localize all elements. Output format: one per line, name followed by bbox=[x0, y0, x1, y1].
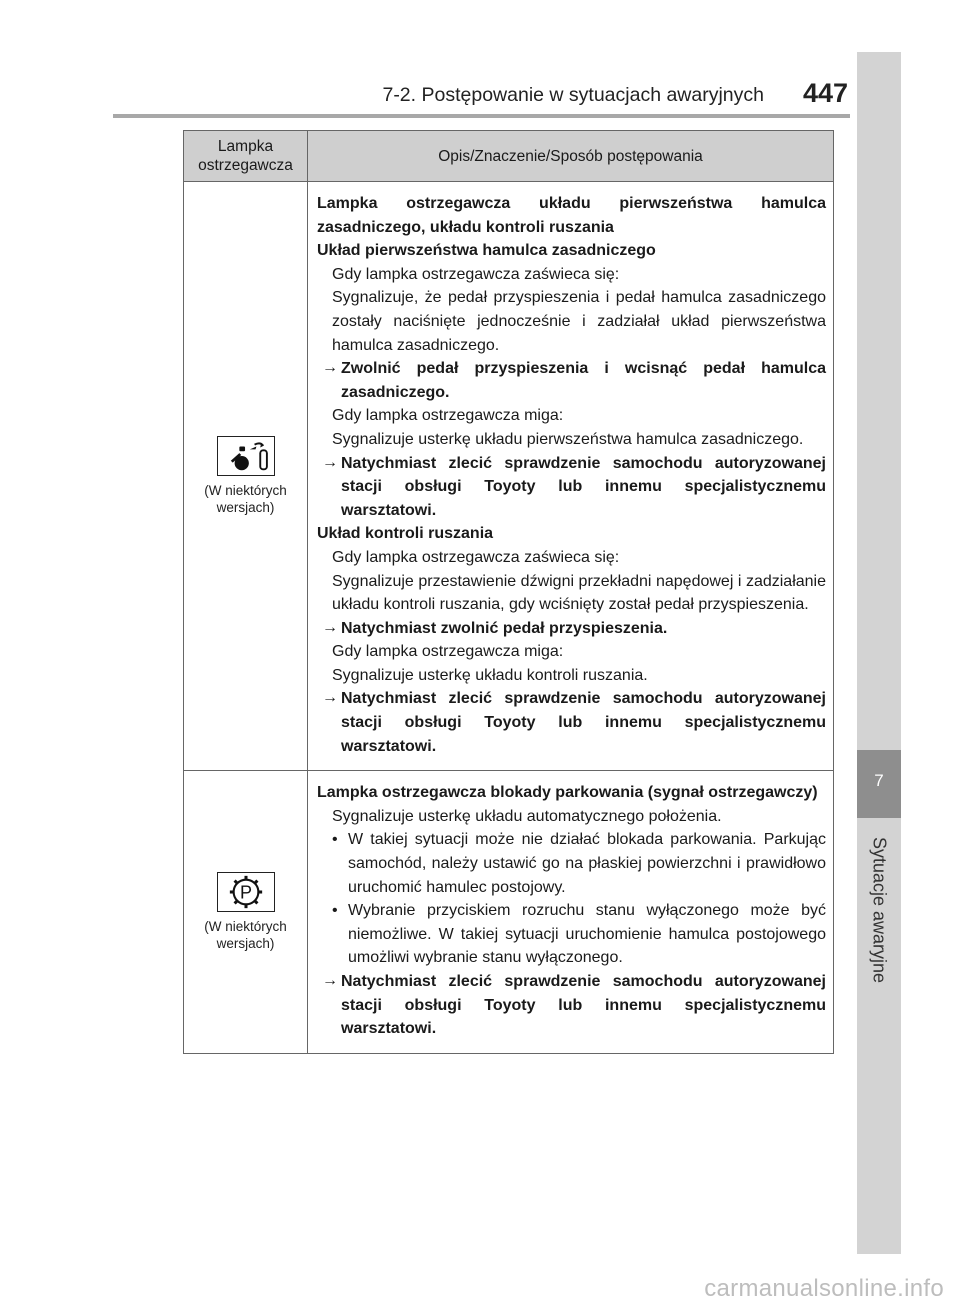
chapter-tab-number: 7 bbox=[874, 771, 884, 790]
section-subtitle: Układ kontroli ruszania bbox=[317, 525, 494, 543]
chapter-tab-label: Sytuacje awaryjne bbox=[869, 836, 890, 984]
chapter-title: 7-2. Postępowanie w sytuacjach awaryjnych bbox=[382, 84, 764, 106]
bullet-text: Wybranie przyciskiem rozruchu stanu wyłączonego może być niemożliwe. W takiej sytuacji uruchomienie hamulca postojowego umożliwi wybranie stanu wyłączonego. bbox=[348, 902, 826, 967]
watermark: carmanualsonline.info bbox=[704, 1275, 944, 1302]
arrow-icon: → bbox=[322, 972, 338, 989]
bullet-item bbox=[317, 828, 826, 899]
table-row bbox=[184, 771, 834, 1054]
bullet-icon: • bbox=[332, 831, 338, 849]
action-line bbox=[317, 970, 826, 1041]
action-text: Natychmiast zlecić sprawdzenie samochodu autoryzowanej stacji obsługi Toyoty lub innemu specjalistycznemu warsztatowi. bbox=[341, 973, 826, 1038]
icon-note: (W niektórych wersjach) bbox=[204, 919, 287, 952]
section-subtitle: Układ pierwszeństwa hamulca zasadniczego bbox=[317, 242, 656, 260]
header-warning-light bbox=[184, 131, 308, 182]
action-line bbox=[317, 687, 826, 758]
parking-lock-letter: P bbox=[239, 882, 252, 903]
arrow-icon: → bbox=[322, 453, 338, 471]
side-band bbox=[857, 52, 901, 1254]
warning-title: Lampka ostrzegawcza blokady parkowania (sygnał ostrzegawczy) bbox=[317, 784, 818, 802]
table-header-row bbox=[184, 131, 834, 182]
action-text: Natychmiast zwolnić pedał przyspieszenia. bbox=[341, 619, 668, 637]
page-number: 447 bbox=[802, 78, 848, 108]
action-line bbox=[317, 357, 826, 404]
arrow-icon: → bbox=[322, 689, 338, 707]
bullet-icon: • bbox=[332, 902, 338, 920]
action-text: Zwolnić pedał przyspieszenia i wcisnąć pedał hamulca zasadniczego. bbox=[341, 360, 826, 401]
description-text: Sygnalizuje, że pedał przyspieszenia i pedał hamulca zasadniczego zostały naciśnięte jednocześnie i zadziałał układ pierwszeństwa hamulca zasadniczego. bbox=[332, 289, 826, 354]
action-text: Natychmiast zlecić sprawdzenie samochodu autoryzowanej stacji obsługi Toyoty lub innemu specjalistycznemu warsztatowi. bbox=[341, 454, 826, 519]
table-row bbox=[184, 182, 834, 771]
arrow-icon: → bbox=[322, 618, 338, 636]
parking-lock-warning-icon bbox=[217, 872, 275, 912]
action-text: Natychmiast zlecić sprawdzenie samochodu autoryzowanej stacji obsługi Toyoty lub innemu specjalistycznemu warsztatowi. bbox=[341, 690, 826, 755]
description-text: Gdy lampka ostrzegawcza miga: bbox=[332, 643, 564, 661]
header-description: Opis/Znaczenie/Sposób postępowania bbox=[308, 131, 834, 182]
header-warning-light-line1: Lampka bbox=[217, 138, 274, 155]
action-line bbox=[317, 452, 826, 523]
icon-cell bbox=[184, 182, 308, 771]
description-text: Sygnalizuje przestawienie dźwigni przekładni napędowej i zadziałanie układu kontroli ruszania, gdy wciśnięty został pedał przyspieszenia. bbox=[332, 572, 826, 614]
icon-note: (W niektórych wersjach) bbox=[204, 483, 287, 516]
brake-override-drive-start-control-icon bbox=[217, 436, 275, 476]
warning-title: Lampka ostrzegawcza układu pierwszeństwa hamulca zasadniczego, układu kontroli ruszania bbox=[317, 195, 826, 236]
action-line bbox=[317, 617, 826, 641]
description-text: Sygnalizuje usterkę układu kontroli ruszania. bbox=[332, 666, 648, 684]
bullet-text: W takiej sytuacji może nie działać blokada parkowania. Parkując samochód, należy ustawić go na płaskiej powierzchni i prawidłowo uruchomić hamulec postojowy. bbox=[348, 831, 826, 896]
warning-light-table bbox=[183, 130, 834, 1054]
description-text: Sygnalizuje usterkę układu pierwszeństwa hamulca zasadniczego. bbox=[332, 430, 804, 448]
description-text: Gdy lampka ostrzegawcza miga: bbox=[332, 407, 564, 425]
arrow-icon: → bbox=[322, 359, 338, 377]
description-cell bbox=[308, 771, 834, 1054]
description-text: Sygnalizuje usterkę układu automatycznego położenia. bbox=[332, 807, 722, 825]
description-cell bbox=[308, 182, 834, 771]
description-text: Gdy lampka ostrzegawcza zaświeca się: bbox=[332, 548, 620, 566]
header-rule bbox=[113, 114, 850, 118]
description-text: Gdy lampka ostrzegawcza zaświeca się: bbox=[332, 265, 620, 283]
icon-cell bbox=[184, 771, 308, 1054]
header-warning-light-line2: ostrzegawcza bbox=[198, 157, 293, 174]
bullet-item bbox=[317, 899, 826, 970]
